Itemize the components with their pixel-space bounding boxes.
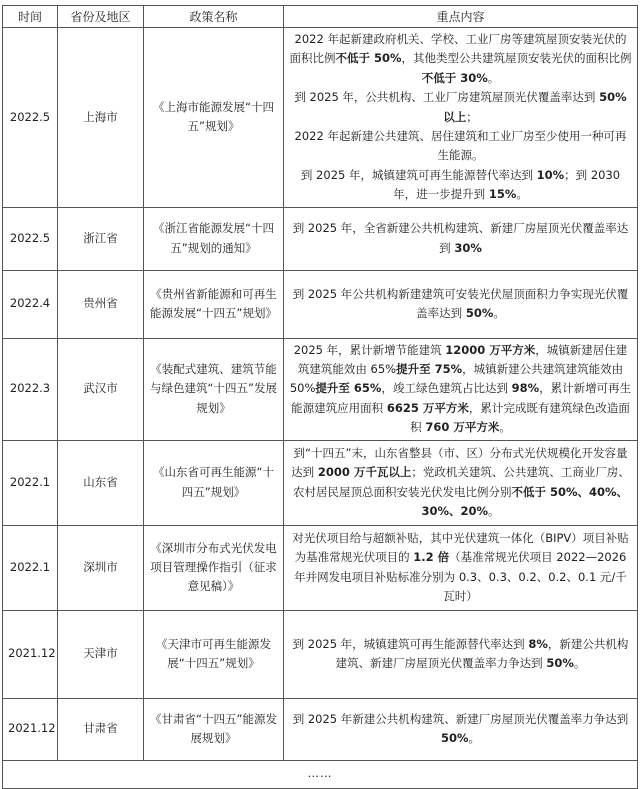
date-cell: 2022.1 bbox=[3, 440, 58, 525]
header-content: 重点内容 bbox=[284, 6, 638, 28]
content-text: ，累计完成既有建筑绿色改造面积 bbox=[410, 400, 630, 435]
highlight-text: 不低于 30% bbox=[421, 70, 488, 85]
content-text: 。 bbox=[573, 656, 586, 671]
header-date: 时间 bbox=[3, 6, 58, 28]
more-row bbox=[3, 760, 638, 788]
content-cell bbox=[284, 440, 638, 525]
region-cell: 浙江省 bbox=[58, 207, 144, 270]
content-text: 到“十四五”末，山东省整县（市、区）分布式光伏规模化开发容量达到 bbox=[291, 445, 628, 480]
table-body bbox=[3, 28, 638, 789]
ellipsis-text: …… bbox=[3, 760, 638, 788]
content-paragraph bbox=[289, 127, 632, 166]
content-text: 对光伏项目给与超额补贴，其中光伏建筑一体化（BIPV）项目补贴为基准常规光伏项目的 bbox=[292, 530, 629, 565]
content-paragraph bbox=[289, 341, 632, 438]
content-text: 到 2025 年，城镇建筑可再生能源替代率达到 bbox=[300, 167, 537, 182]
content-text: ，城镇新建居住建筑建筑能效由 65% bbox=[297, 342, 628, 377]
header-policy: 政策名称 bbox=[144, 6, 284, 28]
content-paragraph bbox=[289, 219, 632, 258]
highlight-text: 提升至 65% bbox=[315, 381, 382, 396]
table-row bbox=[3, 270, 638, 338]
highlight-text: 6625 万平方米 bbox=[386, 400, 469, 415]
highlight-text: 1.2 倍 bbox=[413, 550, 450, 565]
region-cell: 武汉市 bbox=[58, 338, 144, 440]
content-text: 到 2025 年，全省新建公共机构建筑、新建厂房屋顶光伏覆盖率达到 bbox=[292, 221, 629, 255]
date-cell: 2022.3 bbox=[3, 338, 58, 440]
policy-table bbox=[2, 5, 638, 789]
highlight-text: 2000 万千瓦以上 bbox=[317, 465, 412, 480]
date-cell: 2021.12 bbox=[3, 698, 58, 760]
content-text: 。 bbox=[468, 731, 481, 746]
highlight-text: 50%以上 bbox=[443, 90, 627, 124]
date-cell: 2021.12 bbox=[3, 610, 58, 698]
policy-name-cell: 《山东省可再生能源“十四五”规划》 bbox=[144, 440, 284, 525]
highlight-text: 15% bbox=[488, 187, 517, 202]
policy-name-cell: 《深圳市分布式光伏发电项目管理操作指引（征求意见稿）》 bbox=[144, 525, 284, 610]
content-cell bbox=[284, 610, 638, 698]
content-text: 。 bbox=[487, 70, 500, 85]
content-text: 到 2025 年公共机构新建建筑可安装光伏屋顶面积力争实现光伏覆盖率达到 bbox=[292, 286, 629, 321]
highlight-text: 12000 万平方米 bbox=[445, 342, 536, 357]
content-text: ；到 2030 年，进一步提升到 bbox=[393, 167, 621, 202]
highlight-text: 30% bbox=[454, 240, 482, 255]
content-text: 2022 年起新建公共建筑、居住建筑和工业厂房至少使用一种可再生能源。 bbox=[294, 129, 627, 163]
content-cell bbox=[284, 270, 638, 338]
content-text: ，累计新增可再生能源建筑应用面积 bbox=[291, 381, 632, 415]
content-paragraph bbox=[289, 635, 632, 674]
region-cell: 山东省 bbox=[58, 440, 144, 525]
header-region: 省份及地区 bbox=[58, 6, 144, 28]
content-paragraph bbox=[289, 166, 632, 205]
table-row bbox=[3, 698, 638, 760]
highlight-text: 50% bbox=[546, 656, 574, 671]
policy-name-cell: 《装配式建筑、建筑节能与绿色建筑“十四五”发展规划》 bbox=[144, 338, 284, 440]
content-cell bbox=[284, 698, 638, 760]
content-text: ，其他类型公共建筑屋顶安装光伏的面积比例 bbox=[401, 51, 632, 66]
content-cell bbox=[284, 338, 638, 440]
highlight-text: 98% bbox=[511, 381, 540, 396]
content-paragraph bbox=[289, 30, 632, 88]
content-text: 。 bbox=[516, 187, 528, 202]
content-paragraph bbox=[289, 88, 632, 127]
table-row bbox=[3, 440, 638, 525]
table-row bbox=[3, 610, 638, 698]
content-text: 2022 年起新建政府机关、学校、工业厂房等建筑屋顶安装光伏的面积比例 bbox=[289, 32, 627, 66]
content-text: ，新建公共机构建筑、新建厂房屋顶光伏覆盖率力争达到 bbox=[335, 636, 629, 671]
date-cell: 2022.4 bbox=[3, 270, 58, 338]
content-text: 。 bbox=[499, 420, 511, 435]
region-cell: 上海市 bbox=[58, 28, 144, 208]
table-row bbox=[3, 338, 638, 440]
content-text: （基准常规光伏项目 2022—2026 年并网发电项目补贴标准分别为 0.3、0.3、0.2、0.2、0.1 元/千瓦时） bbox=[294, 550, 627, 604]
region-cell: 贵州省 bbox=[58, 270, 144, 338]
policy-name-cell: 《浙江省能源发展“十四五”规划的通知》 bbox=[144, 207, 284, 270]
date-cell: 2022.5 bbox=[3, 28, 58, 208]
content-text: 。 bbox=[493, 306, 505, 321]
highlight-text: 10% bbox=[536, 167, 565, 182]
content-cell bbox=[284, 28, 638, 208]
content-text: ；党政机关建筑、公共建筑、工商业厂房、农村居民屋顶总面积安装光伏发电比例分别 bbox=[292, 465, 630, 499]
date-cell: 2022.1 bbox=[3, 525, 58, 610]
policy-name-cell: 《贵州省新能源和可再生能源发展“十四五”规划》 bbox=[144, 270, 284, 338]
content-text: 到 2025 年新建公共机构建筑、新建厂房屋顶光伏覆盖率力争达到 bbox=[292, 711, 629, 726]
highlight-text: 760 万平方米 bbox=[425, 420, 500, 435]
highlight-text: 50% bbox=[440, 731, 469, 746]
highlight-text: 提升至 75% bbox=[396, 362, 463, 377]
region-cell: 深圳市 bbox=[58, 525, 144, 610]
content-text: ，竣工绿色建筑占比达到 bbox=[381, 381, 512, 396]
content-text: ； bbox=[466, 109, 478, 124]
content-text: 到 2025 年，城镇建筑可再生能源替代率达到 bbox=[292, 636, 529, 651]
date-cell: 2022.5 bbox=[3, 207, 58, 270]
region-cell: 甘肃省 bbox=[58, 698, 144, 760]
content-paragraph bbox=[289, 444, 632, 522]
table-row bbox=[3, 28, 638, 208]
header-row bbox=[3, 6, 638, 28]
highlight-text: 不低于 50%、40%、30%、20% bbox=[421, 484, 629, 519]
policy-name-cell: 《甘肃省“十四五”能源发展规划》 bbox=[144, 698, 284, 760]
content-paragraph bbox=[289, 710, 632, 749]
table-row bbox=[3, 525, 638, 610]
content-cell bbox=[284, 525, 638, 610]
highlight-text: 不低于 50% bbox=[335, 51, 402, 66]
table-row bbox=[3, 207, 638, 270]
content-text: 到 2025 年，公共机构、工业厂房建筑屋顶光伏覆盖率达到 bbox=[294, 90, 600, 105]
highlight-text: 50% bbox=[465, 306, 494, 321]
content-text: 2025 年，累计新增节能建筑 bbox=[293, 342, 446, 357]
content-text: 。 bbox=[488, 504, 500, 519]
region-cell: 天津市 bbox=[58, 610, 144, 698]
content-text: ，城镇新建公共建筑建筑能效由 50% bbox=[289, 362, 624, 396]
policy-name-cell: 《上海市能源发展“十四五”规划》 bbox=[144, 28, 284, 208]
content-paragraph bbox=[289, 285, 632, 324]
highlight-text: 8% bbox=[528, 636, 548, 651]
policy-name-cell: 《天津市可再生能源发展“十四五”规划》 bbox=[144, 610, 284, 698]
content-cell bbox=[284, 207, 638, 270]
content-paragraph bbox=[289, 529, 632, 607]
